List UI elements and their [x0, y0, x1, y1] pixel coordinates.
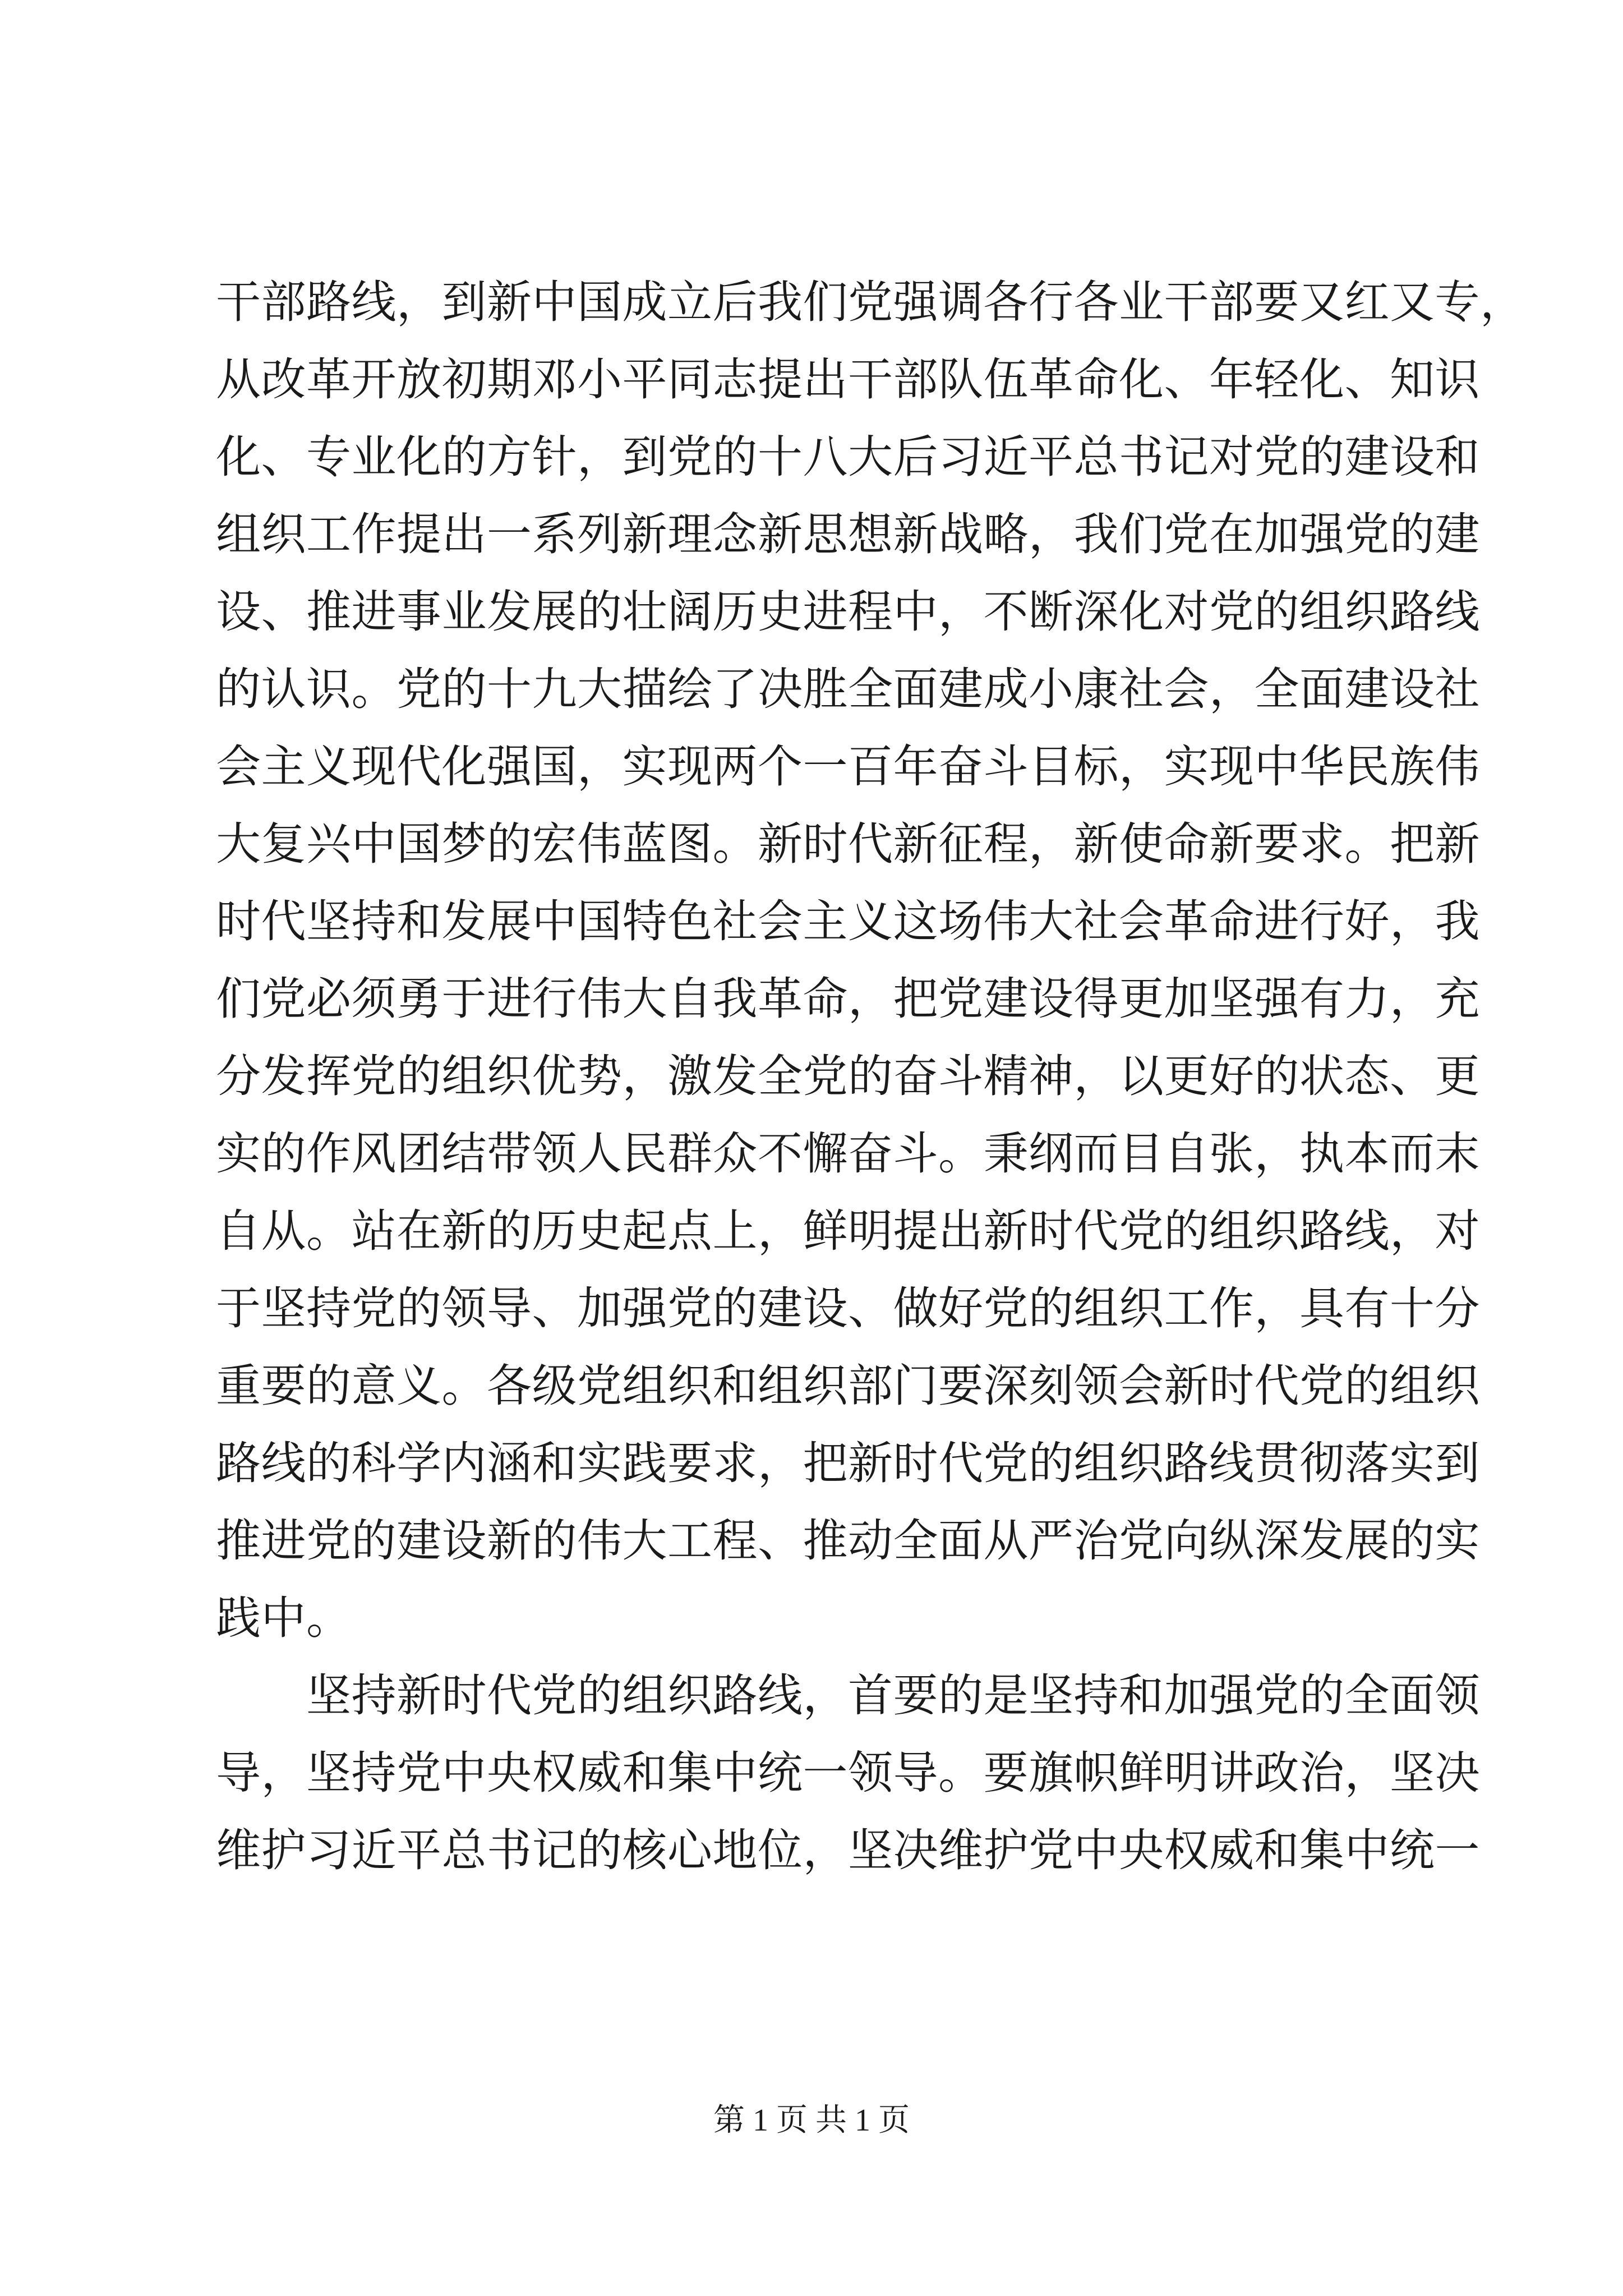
- text-line: 维护习近平总书记的核心地位，坚决维护党中央权威和集中统一: [216, 1824, 1480, 1876]
- text-line: 时代坚持和发展中国特色社会主义这场伟大社会革命进行好，我: [216, 895, 1480, 947]
- text-line: 会主义现代化强国，实现两个一百年奋斗目标，实现中华民族伟: [216, 740, 1480, 793]
- page-footer: 第 1 页 共 1 页: [713, 2103, 910, 2138]
- text-line: 干部路线，到新中国成立后我们党强调各行各业干部要又红又专，: [216, 276, 1525, 328]
- text-line: 于坚持党的领导、加强党的建设、做好党的组织工作，具有十分: [216, 1282, 1480, 1335]
- text-line: 推进党的建设新的伟大工程、推动全面从严治党向纵深发展的实: [216, 1515, 1480, 1567]
- text-line: 的认识。党的十九大描绘了决胜全面建成小康社会，全面建设社: [216, 663, 1480, 715]
- text-line: 自从。站在新的历史起点上，鲜明提出新时代党的组织路线，对: [216, 1205, 1480, 1257]
- text-line: 从改革开放初期邓小平同志提出干部队伍革命化、年轻化、知识: [216, 353, 1480, 406]
- text-line: 重要的意义。各级党组织和组织部门要深刻领会新时代党的组织: [216, 1360, 1480, 1412]
- text-line: 分发挥党的组织优势，激发全党的奋斗精神，以更好的状态、更: [216, 1050, 1480, 1102]
- text-line: 实的作风团结带领人民群众不懈奋斗。秉纲而目自张，执本而末: [216, 1128, 1480, 1180]
- text-line: 践中。: [216, 1592, 352, 1644]
- text-line: 组织工作提出一系列新理念新思想新战略，我们党在加强党的建: [216, 508, 1480, 560]
- text-line: 路线的科学内涵和实践要求，把新时代党的组织路线贯彻落实到: [216, 1437, 1480, 1489]
- text-line: 化、专业化的方针，到党的十八大后习近平总书记对党的建设和: [216, 431, 1480, 483]
- text-line: 导，坚持党中央权威和集中统一领导。要旗帜鲜明讲政治，坚决: [216, 1747, 1480, 1799]
- paragraph-start-line: 坚持新时代党的组织路线，首要的是坚持和加强党的全面领: [216, 1669, 1480, 1722]
- text-line: 设、推进事业发展的壮阔历史进程中，不断深化对党的组织路线: [216, 586, 1480, 638]
- text-line: 大复兴中国梦的宏伟蓝图。新时代新征程，新使命新要求。把新: [216, 818, 1480, 870]
- body-text: [216, 264, 1525, 1889]
- text-line: 们党必须勇于进行伟大自我革命，把党建设得更加坚强有力，充: [216, 973, 1480, 1025]
